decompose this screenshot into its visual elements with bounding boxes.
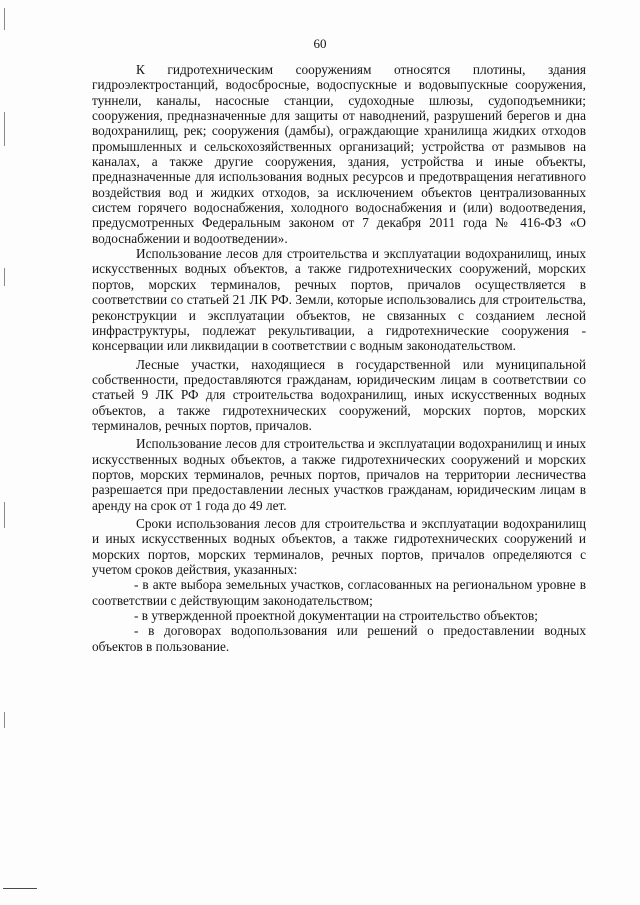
margin-scan-mark (4, 112, 5, 146)
list-item-project-documentation: - в утвержденной проектной документации на строительство объектов; (134, 608, 538, 624)
list-item-water-use-agreements: - в договорах водопользования или решений о предоставлении водных объектов в пользование. (92, 623, 586, 654)
margin-scan-mark (4, 8, 5, 30)
page-number: 60 (313, 36, 327, 51)
margin-scan-mark (4, 712, 5, 728)
paragraph-lease-term: Использование лесов для строительства и эксплуатации водохранилищ и иных искусственных водных объектов, а также гидротехнических сооружений и морских портов, морских терминалов, речных портов, причалов на территории лесничества разрешается при предоставлении лесных участков гражданам, юридическим лицам в аренду на срок от 1 года до 49 лет. (92, 436, 586, 513)
scan-edge-line (3, 888, 37, 889)
list-item-land-selection-act: - в акте выбора земельных участков, согласованных на региональном уровне в соответствии с действующим законодательством; (92, 577, 586, 608)
document-body (92, 62, 586, 654)
margin-scan-mark (4, 502, 5, 528)
paragraph-hydraulic-structures-definition: К гидротехническим сооружениям относятся плотины, здания гидроэлектростанций, водосбросные, водоспускные и водовыпускные сооружения, туннели, каналы, насосные станции, судоходные шлюзы, судоподъемники; сооружения, предназначенные для защиты от наводнений, разрушений берегов и дна водохранилищ, рек; сооружения (дамбы), ограждающие хранилища жидких отходов промышленных и сельскохозяйственных организаций; устройства от размывов на каналах, а также другие сооружения, здания, устройства и иные объекты, предназначенные для использования водных ресурсов и предотвращения негативного воздействия вод и жидких отходов, за исключением объектов централизованных систем горячего водоснабжения, холодного водоснабжения и (или) водоотведения, предусмотренных Федеральным законом от 7 декабря 2011 года № 416-ФЗ «О водоснабжении и водоотведении». (92, 62, 586, 246)
paragraph-usage-periods: Сроки использования лесов для строительства и эксплуатации водохранилищ и иных искусственных водных объектов, а также гидротехнических сооружений и морских портов, морских терминалов, речных портов, причалов определяются с учетом сроков действия, указанных: (92, 515, 586, 577)
paragraph-forest-use-article-21: Использование лесов для строительства и эксплуатации водохранилищ, иных искусственных водных объектов, а также гидротехнических сооружений, морских портов, морских терминалов, речных портов, причалов осуществляется в соответствии со статьей 21 ЛК РФ. Земли, которые использовались для строительства, реконструкции и эксплуатации объектов, не связанных с созданием лесной инфраструктуры, подлежат рекультивации, а гидротехнические сооружения - консервации или ликвидации в соответствии с водным законодательством. (92, 246, 586, 354)
paragraph-forest-plots-article-9: Лесные участки, находящиеся в государственной или муниципальной собственности, предоставляются гражданам, юридическим лицам в соответствии со статьей 9 ЛК РФ для строительства водохранилищ, иных искусственных водных объектов, а также гидротехнических сооружений, морских портов, морских терминалов, речных портов, причалов. (92, 356, 586, 433)
margin-scan-mark (4, 268, 5, 286)
